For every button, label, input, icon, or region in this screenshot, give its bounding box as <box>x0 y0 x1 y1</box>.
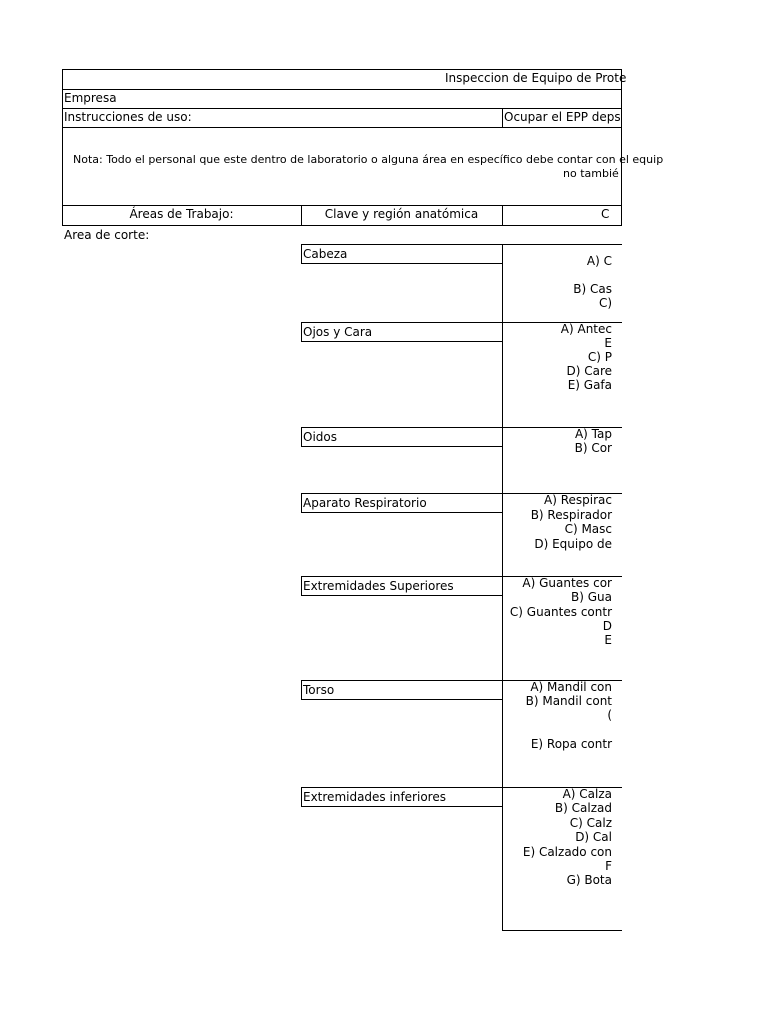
nota-line-1: Nota: Todo el personal que este dentro de laboratorio o alguna área en específico debe contar con el equip <box>73 153 664 166</box>
option-ojos-d: D) Care <box>566 364 612 378</box>
option-superiores-e: E <box>604 633 612 647</box>
option-torso-a: A) Mandil con <box>530 680 612 694</box>
option-ojos-c: C) P <box>587 350 612 364</box>
option-respiratorio-c: C) Masc <box>564 522 612 536</box>
option-superiores-b: B) Gua <box>571 590 612 604</box>
column-header-third: C <box>601 207 610 221</box>
instrucciones-value: Ocupar el EPP deps <box>504 110 621 124</box>
empresa-label: Empresa <box>64 91 117 105</box>
section-label-oidos: Oidos <box>301 427 503 447</box>
option-inferiores-e: E) Calzado con <box>522 845 612 859</box>
column-header-clave: Clave y región anatómica <box>324 207 479 221</box>
option-torso-b: B) Mandil cont <box>525 694 612 708</box>
option-oidos-a: A) Tap <box>574 427 612 441</box>
option-respiratorio-b: B) Respirador <box>530 508 612 522</box>
option-inferiores-g: G) Bota <box>566 873 612 887</box>
option-torso-c: ( <box>607 708 612 722</box>
option-ojos-e: E) Gafa <box>567 378 612 392</box>
option-cabeza-a: A) C <box>586 254 612 268</box>
option-respiratorio-a: A) Respirac <box>544 493 612 507</box>
option-inferiores-d: D) Cal <box>575 830 612 844</box>
section-label-aparato-respiratorio: Aparato Respiratorio <box>301 493 503 513</box>
option-ojos-b: E <box>604 336 612 350</box>
column-header-areas: Áreas de Trabajo: <box>129 207 234 221</box>
option-inferiores-a: A) Calza <box>562 787 612 801</box>
area-label: Area de corte: <box>64 228 150 242</box>
section-label-ojos-y-cara: Ojos y Cara <box>301 322 503 342</box>
option-ojos-a: A) Antec <box>560 322 612 336</box>
option-inferiores-f: F <box>605 859 612 873</box>
section-label-cabeza: Cabeza <box>301 244 503 264</box>
option-superiores-c: C) Guantes contr <box>509 605 612 619</box>
section-label-torso: Torso <box>301 680 503 700</box>
instrucciones-label: Instrucciones de uso: <box>64 110 192 124</box>
section-label-extremidades-inferiores: Extremidades inferiores <box>301 787 503 807</box>
option-cabeza-b: B) Cas <box>573 282 612 296</box>
option-superiores-d: D <box>602 619 612 633</box>
option-inferiores-b: B) Calzad <box>554 801 612 815</box>
option-cabeza-c: C) <box>598 296 612 310</box>
option-oidos-b: B) Cor <box>574 441 612 455</box>
nota-line-2: no tambié <box>563 167 619 180</box>
page-title: Inspeccion de Equipo de Prote <box>445 71 627 85</box>
section-label-extremidades-superiores: Extremidades Superiores <box>301 576 503 596</box>
option-inferiores-c: C) Calz <box>569 816 612 830</box>
header-table <box>62 69 622 226</box>
option-respiratorio-d: D) Equipo de <box>534 537 612 551</box>
option-torso-e: E) Ropa contr <box>530 737 612 751</box>
option-superiores-a: A) Guantes cor <box>522 576 612 590</box>
